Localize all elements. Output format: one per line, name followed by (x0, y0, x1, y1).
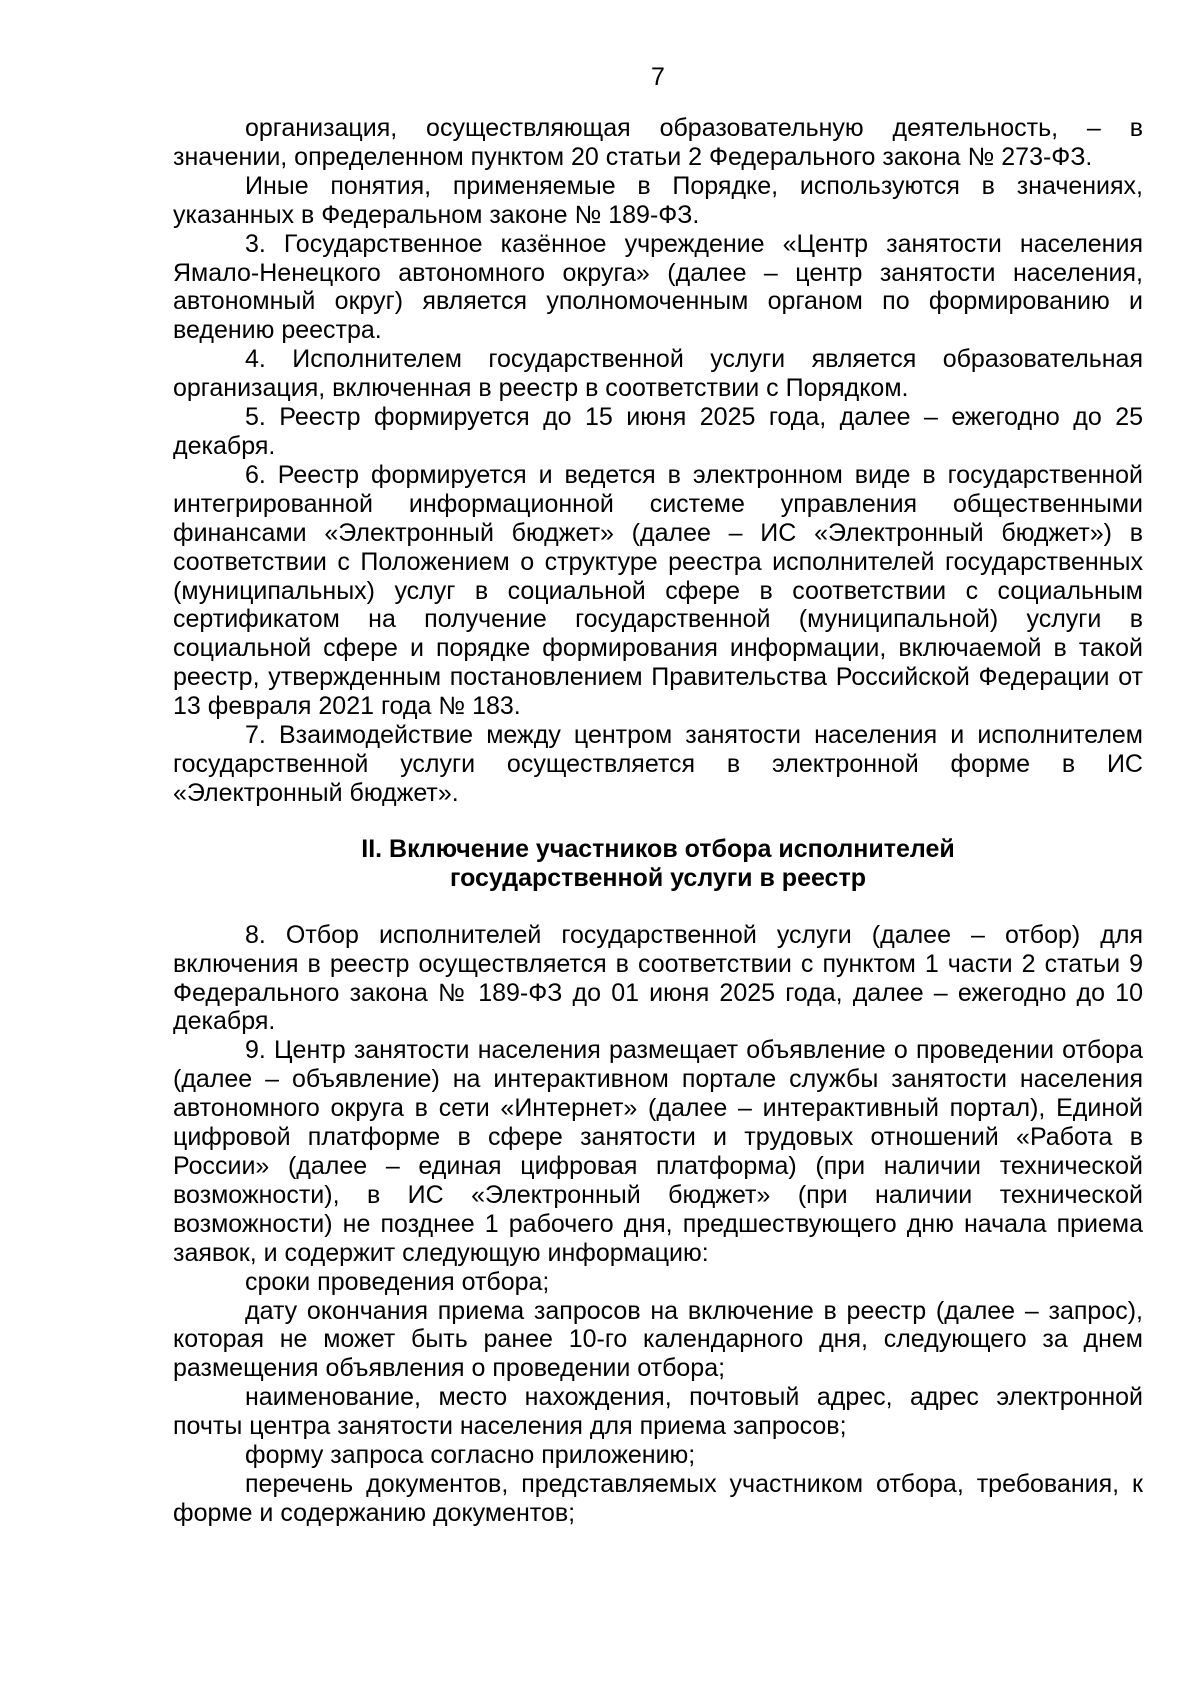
page-number: 7 (651, 63, 665, 91)
paragraph-4: 4. Исполнителем государственной услуги является образовательная организация, включенная в реестр в соответствии с Порядком. (173, 345, 1143, 403)
paragraph-definition-org: организация, осуществляющая образовательную деятельность, – в значении, определенном пунктом 20 статьи 2 Федерального закона № 273-ФЗ. (173, 114, 1143, 171)
list-item-request-form: форму запроса согласно приложению; (245, 1441, 696, 1470)
paragraph-8: 8. Отбор исполнителей государственной услуги (далее – отбор) для включения в реестр осуществляется в соответствии с пунктом 1 части 2 статьи 9 Федерального закона № 189-ФЗ до 01 июня 2025 года, далее – ежегодно до 10 декабря. (173, 920, 1143, 1036)
paragraph-5: 5. Реестр формируется до 15 июня 2025 года, далее – ежегодно до 25 декабря. (173, 403, 1143, 460)
list-item-contacts: наименование, место нахождения, почтовый адрес, адрес электронной почты центра занятости населения для приема запросов; (173, 1383, 1143, 1441)
section-heading-line-1: II. Включение участников отбора исполнителей (361, 834, 955, 863)
document-page (173, 62, 1143, 1528)
section-heading (173, 835, 1143, 893)
paragraph-other-terms: Иные понятия, применяемые в Порядке, используются в значениях, указанных в Федеральном законе № 189-ФЗ. (173, 171, 1143, 229)
paragraph-6: 6. Реестр формируется и ведется в электронном виде в государственной интегрированной информационной системе управления общественными финансами «Электронный бюджет» (далее – ИС «Электронный бюджет») в соответствии с Положением о структуре реестра исполнителей государственных (муниципальных) услуг в социальной сфере в соответствии с социальным сертификатом на получение государственной (муниципальной) услуги в социальной сфере и порядке формирования информации, включаемой в такой реестр, утвержденным постановлением Правительства Российской Федерации от 13 февраля 2021 года № 183. (173, 460, 1143, 721)
paragraph-7: 7. Взаимодействие между центром занятости населения и исполнителем государственной услуги осуществляется в электронной форме в ИС «Электронный бюджет». (173, 721, 1143, 807)
section-heading-line-2: государственной услуги в реестр (450, 863, 866, 892)
list-item-documents: перечень документов, представляемых участником отбора, требования, к форме и содержанию документов; (173, 1469, 1143, 1527)
paragraph-9: 9. Центр занятости населения размещает объявление о проведении отбора (далее – объявление) на интерактивном портале службы занятости населения автономного округа в сети «Интернет» (далее – интерактивный портал), Единой цифровой платформе в сфере занятости и трудовых отношений «Работа в России» (далее – единая цифровая платформа) (при наличии технической возможности), в ИС «Электронный бюджет» (при наличии технической возможности) не позднее 1 рабочего дня, предшествующего дню начала приема заявок, и содержит следующую информацию: (173, 1036, 1143, 1267)
list-item-selection-dates: сроки проведения отбора; (245, 1267, 550, 1296)
list-item-deadline: дату окончания приема запросов на включение в реестр (далее – запрос), которая не может быть ранее 10-го календарного дня, следующего за днем размещения объявления о проведении отбора; (173, 1296, 1143, 1383)
paragraph-3: 3. Государственное казённое учреждение «Центр занятости населения Ямало-Ненецкого автономного округа» (далее – центр занятости населения, автономный округ) является уполномоченным органом по формированию и ведению реестра. (173, 229, 1143, 345)
